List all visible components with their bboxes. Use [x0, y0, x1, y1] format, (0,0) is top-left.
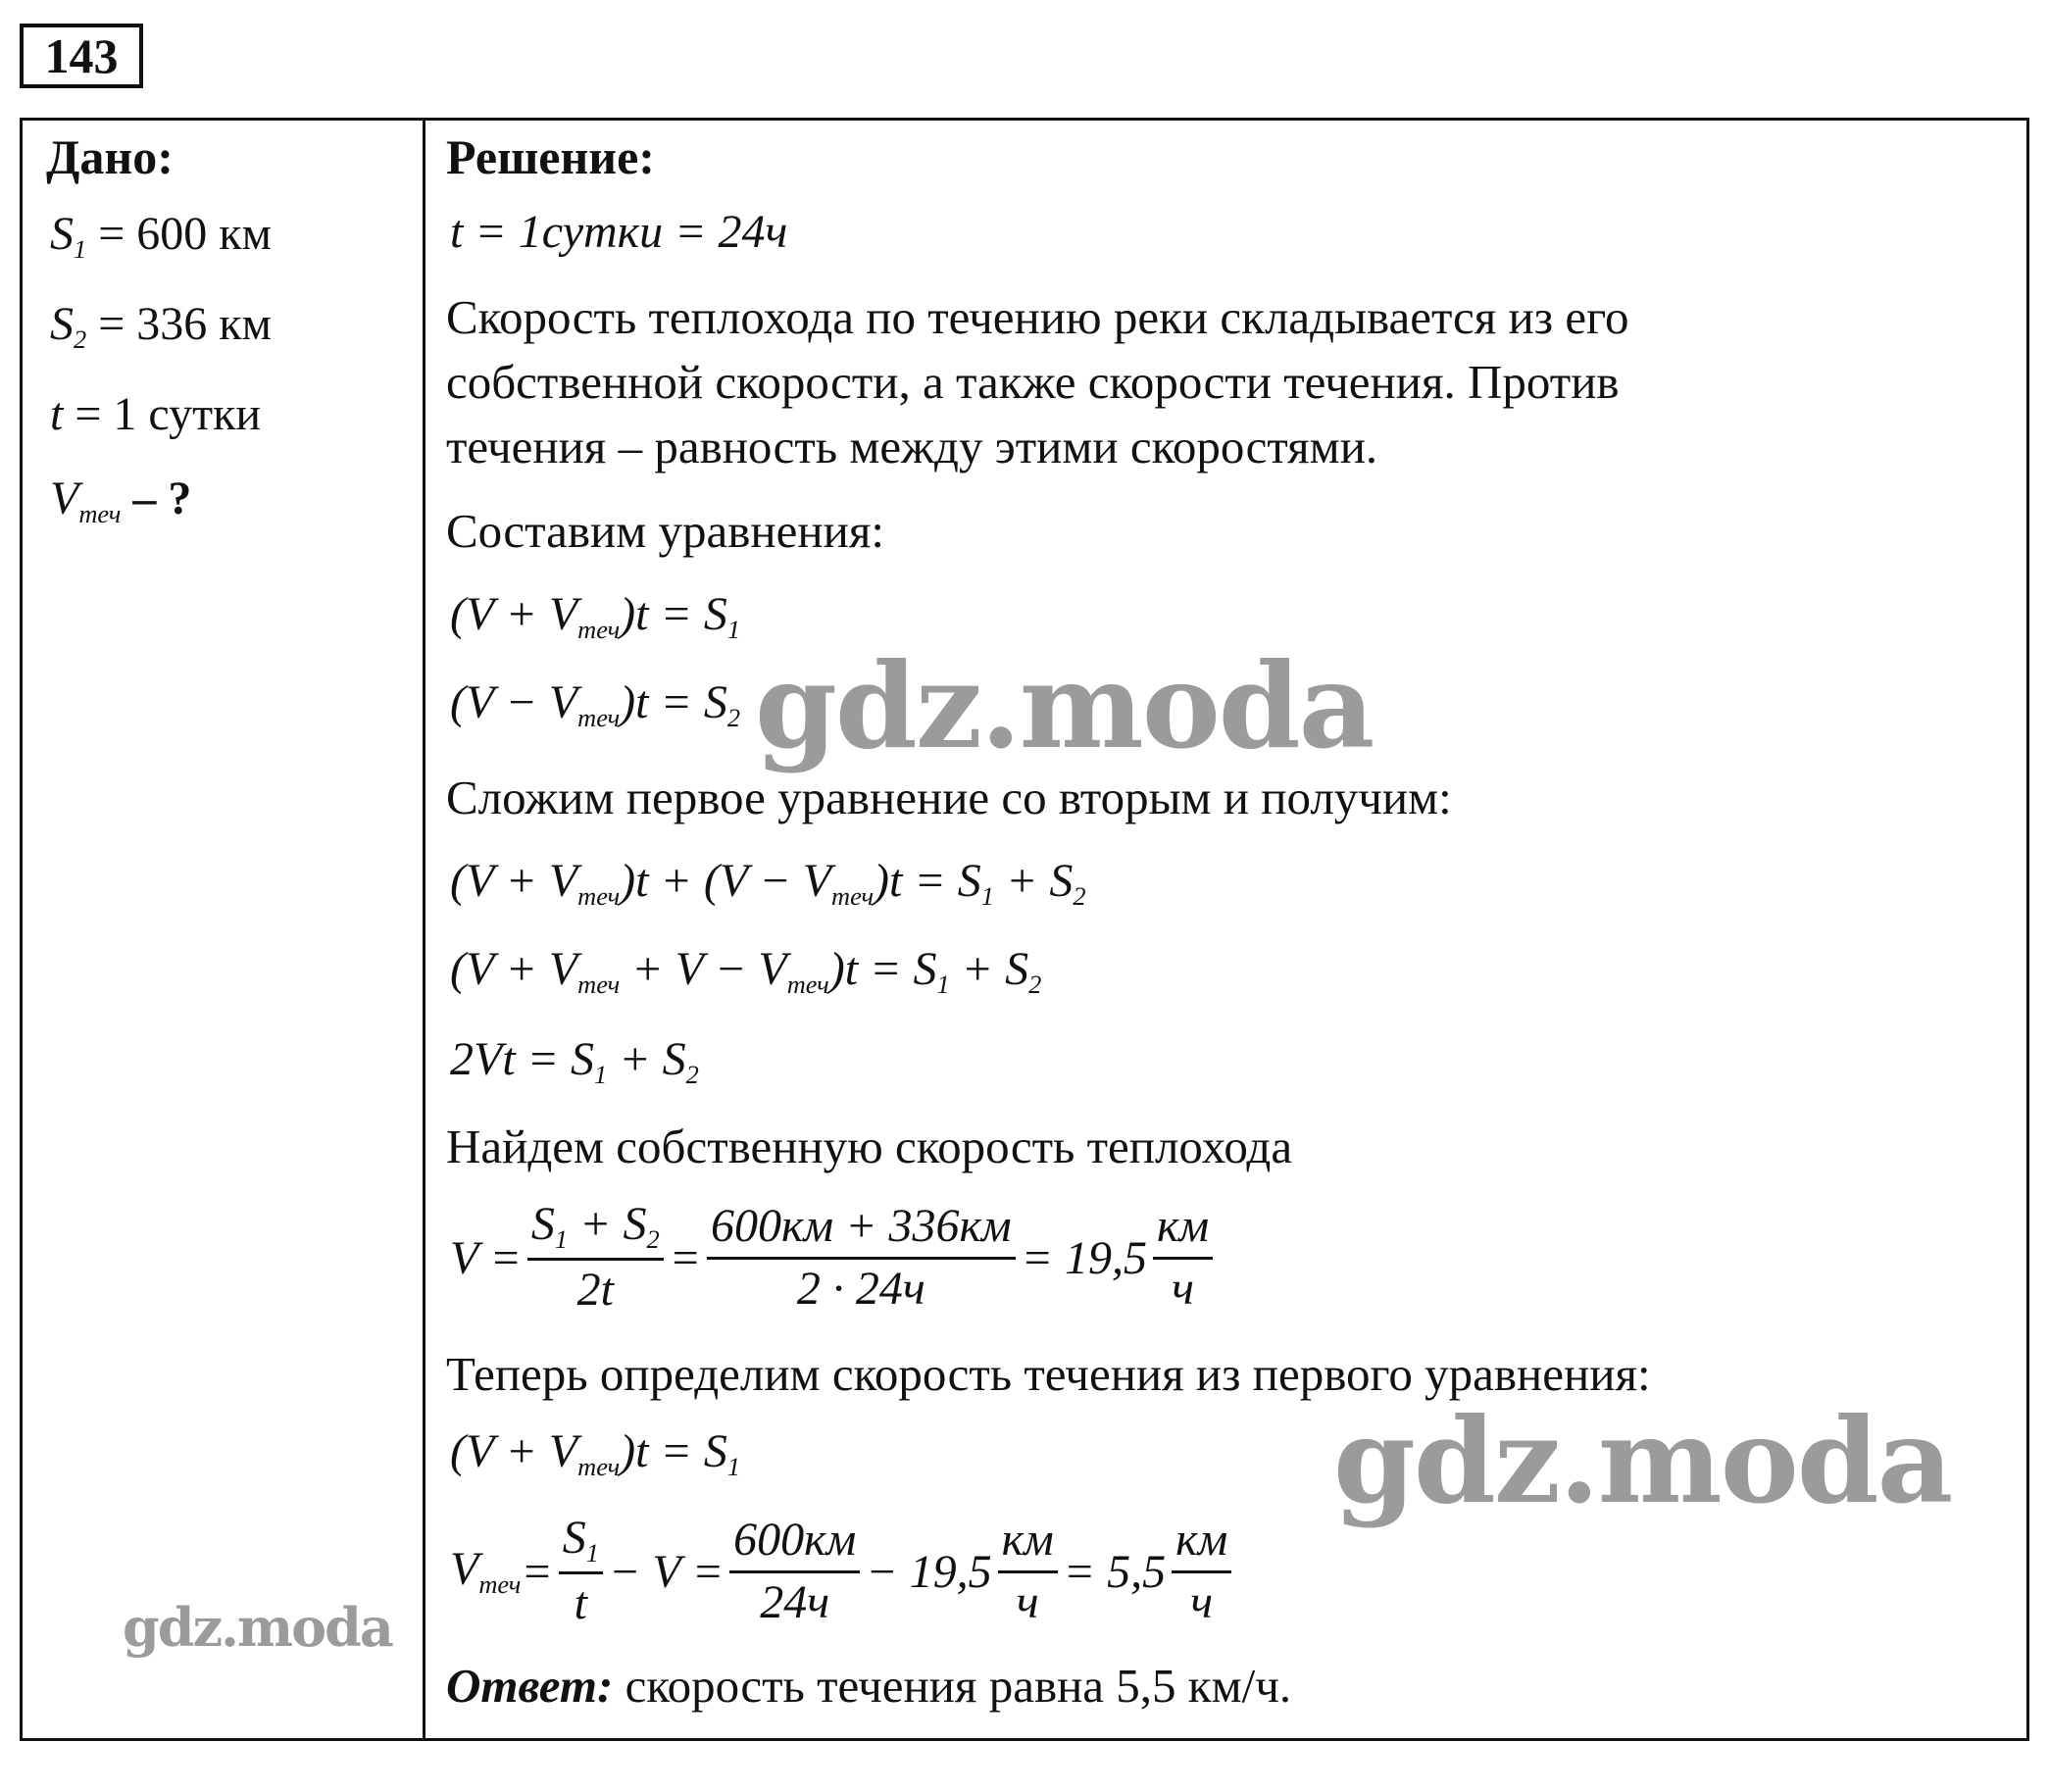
fraction-600-over-24: $\frac{600км}{24ч}$ — [729, 1515, 860, 1629]
time-conversion: t = 1сутки = 24ч — [450, 206, 788, 258]
paragraph-line-3: течения – равность между этими скоростями. — [446, 420, 1378, 473]
fraction-s-sum-over-2t: $\frac{S_1 + S_2}{2t}$ — [527, 1199, 664, 1317]
equation-6: $(V + V_{теч})t = S_1$ — [450, 1425, 741, 1482]
equation-3: $(V + V_{теч})t + (V - V_{теч})t = S_1 + S_2$ — [450, 855, 1086, 912]
equation-2: $(V - V_{теч})t = S_2$ — [450, 676, 741, 733]
current-speed-calculation: $V_{теч}$ = $\frac{S_1}{t}$ − V = $\frac{600км}{24ч}$ − 19,5 $\frac{км}{ч}$ = 5,5 $\frac{км}{ч}$ — [450, 1513, 1237, 1630]
fraction-s1-over-t: $\frac{S_1}{t}$ — [559, 1513, 603, 1630]
answer: Ответ: скорость течения равна 5,5 км/ч. — [446, 1659, 1292, 1713]
solution-heading: Решение: — [446, 129, 655, 184]
fraction-unit-2: $\frac{км}{ч}$ — [1172, 1515, 1231, 1629]
equation-1: $(V + V_{теч})t = S_1$ — [450, 588, 741, 645]
given-find: $V_{теч}$ – ? — [50, 473, 192, 529]
compose-equations-text: Составим уравнения: — [446, 504, 884, 558]
given-s1: $S_1 = 600$ км — [50, 208, 272, 265]
equation-5: $2Vt = S_1 + S_2$ — [450, 1033, 699, 1090]
equation-4: $(V + V_{теч} + V - V_{теч})t = S_1 + S_2$ — [450, 943, 1042, 1000]
watermark: gdz.moda — [1333, 1392, 1952, 1530]
fraction-unit-1: $\frac{км}{ч}$ — [998, 1515, 1058, 1629]
watermark: gdz.moda — [755, 637, 1374, 775]
add-equations-text: Сложим первое уравнение со вторым и получим: — [446, 771, 1452, 824]
column-divider — [423, 121, 425, 1738]
own-speed-calculation: V = $\frac{S_1 + S_2}{2t}$ = $\frac{600км + 336км}{2 \cdot 24ч}$ = 19,5 $\frac{км}{ч}$ — [450, 1199, 1219, 1317]
find-own-speed-text: Найдем собственную скорость теплохода — [446, 1120, 1293, 1173]
paragraph-line-2: собственной скорости, а также скорости течения. Против — [446, 355, 1620, 409]
watermark: gdz.moda — [123, 1596, 392, 1659]
paragraph-line-1: Скорость теплохода по течению реки складывается из его — [446, 290, 1629, 344]
given-s2: $S_2 = 336$ км — [50, 298, 272, 355]
given-heading: Дано: — [46, 129, 174, 184]
given-t: t = 1 сутки — [50, 388, 262, 440]
fraction-numeric: $\frac{600км + 336км}{2 \cdot 24ч}$ — [707, 1201, 1016, 1316]
fraction-unit: $\frac{км}{ч}$ — [1153, 1201, 1213, 1316]
determine-current-text: Теперь определим скорость течения из первого уравнения: — [446, 1347, 1651, 1401]
problem-number: 143 — [20, 24, 143, 88]
